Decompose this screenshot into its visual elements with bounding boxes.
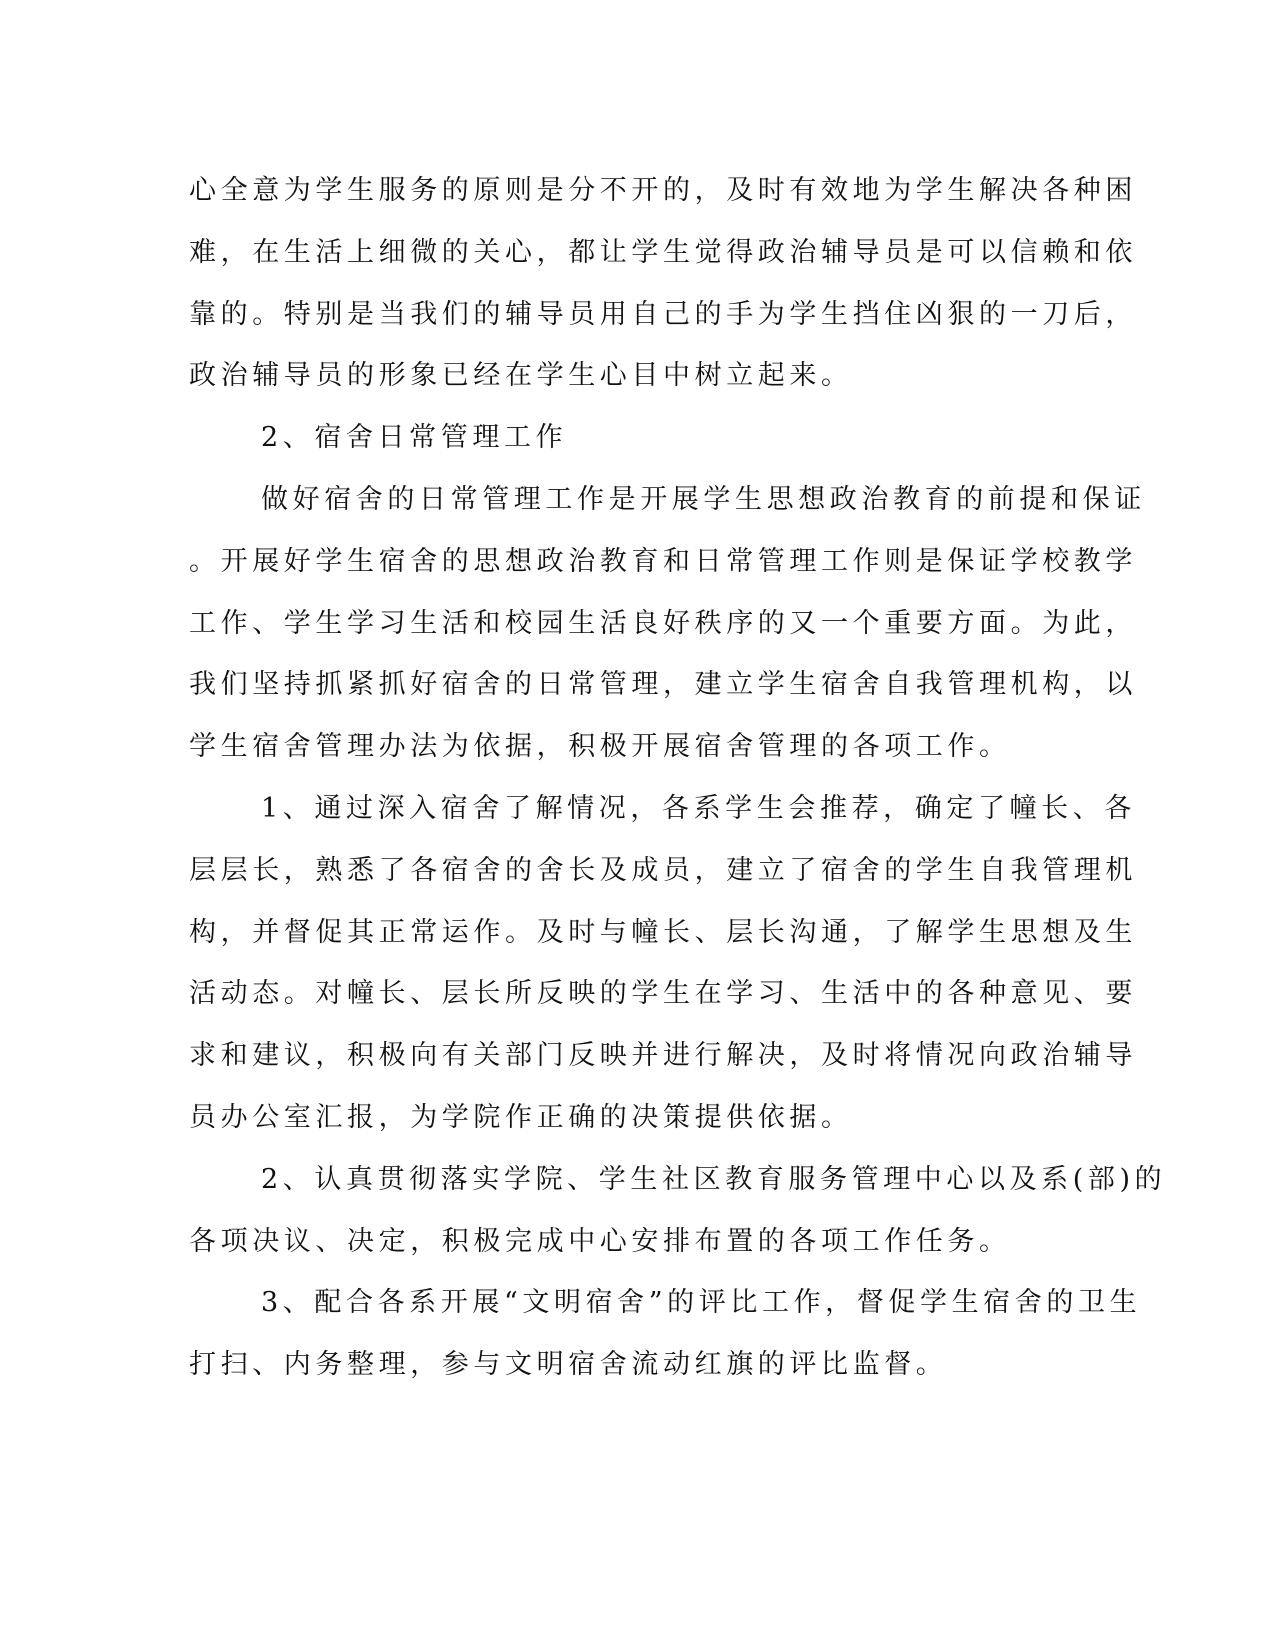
text-line: 心全意为学生服务的原则是分不开的，及时有效地为学生解决各种困	[189, 175, 1137, 206]
text-line: 。开展好学生宿舍的思想政治教育和日常管理工作则是保证学校教学	[189, 545, 1137, 577]
text-line: 打扫、内务整理，参与文明宿舍流动红旗的评比监督。	[189, 1349, 948, 1381]
text-line: 求和建议，积极向有关部门反映并进行解决，及时将情况向政治辅导	[189, 1040, 1137, 1072]
text-line: 靠的。特别是当我们的辅导员用自己的手为学生挡住凶狠的一刀后，	[189, 298, 1137, 330]
text-line: 构，并督促其正常运作。及时与幢长、层长沟通，了解学生思想及生	[189, 916, 1137, 948]
text-line: 员办公室汇报，为学院作正确的决策提供依据。	[189, 1101, 853, 1133]
text-line: 层层长，熟悉了各宿舍的舍长及成员，建立了宿舍的学生自我管理机	[189, 854, 1137, 886]
section-heading: 2、宿舍日常管理工作	[261, 422, 568, 454]
text-line: 2、认真贯彻落实学院、学生社区教育服务管理中心以及系(部)的	[261, 1163, 1167, 1195]
text-line: 难，在生活上细微的关心，都让学生觉得政治辅导员是可以信赖和依	[189, 236, 1137, 268]
text-line: 政治辅导员的形象已经在学生心目中树立起来。	[189, 360, 853, 392]
text-line: 我们坚持抓紧抓好宿舍的日常管理，建立学生宿舍自我管理机构，以	[189, 669, 1137, 701]
text-line: 工作、学生学习生活和校园生活良好秩序的又一个重要方面。为此，	[189, 607, 1137, 639]
text-line: 3、配合各系开展“文明宿舍”的评比工作，督促学生宿舍的卫生	[261, 1287, 1142, 1319]
document-body	[189, 160, 1167, 1396]
text-line: 1、通过深入宿舍了解情况，各系学生会推荐，确定了幢长、各	[261, 792, 1136, 824]
text-line: 学生宿舍管理办法为依据，积极开展宿舍管理的各项工作。	[189, 731, 1011, 763]
text-line: 各项决议、决定，积极完成中心安排布置的各项工作任务。	[189, 1225, 1011, 1257]
text-line: 做好宿舍的日常管理工作是开展学生思想政治教育的前提和保证	[261, 483, 1146, 515]
text-line: 活动态。对幢长、层长所反映的学生在学习、生活中的各种意见、要	[189, 978, 1137, 1010]
